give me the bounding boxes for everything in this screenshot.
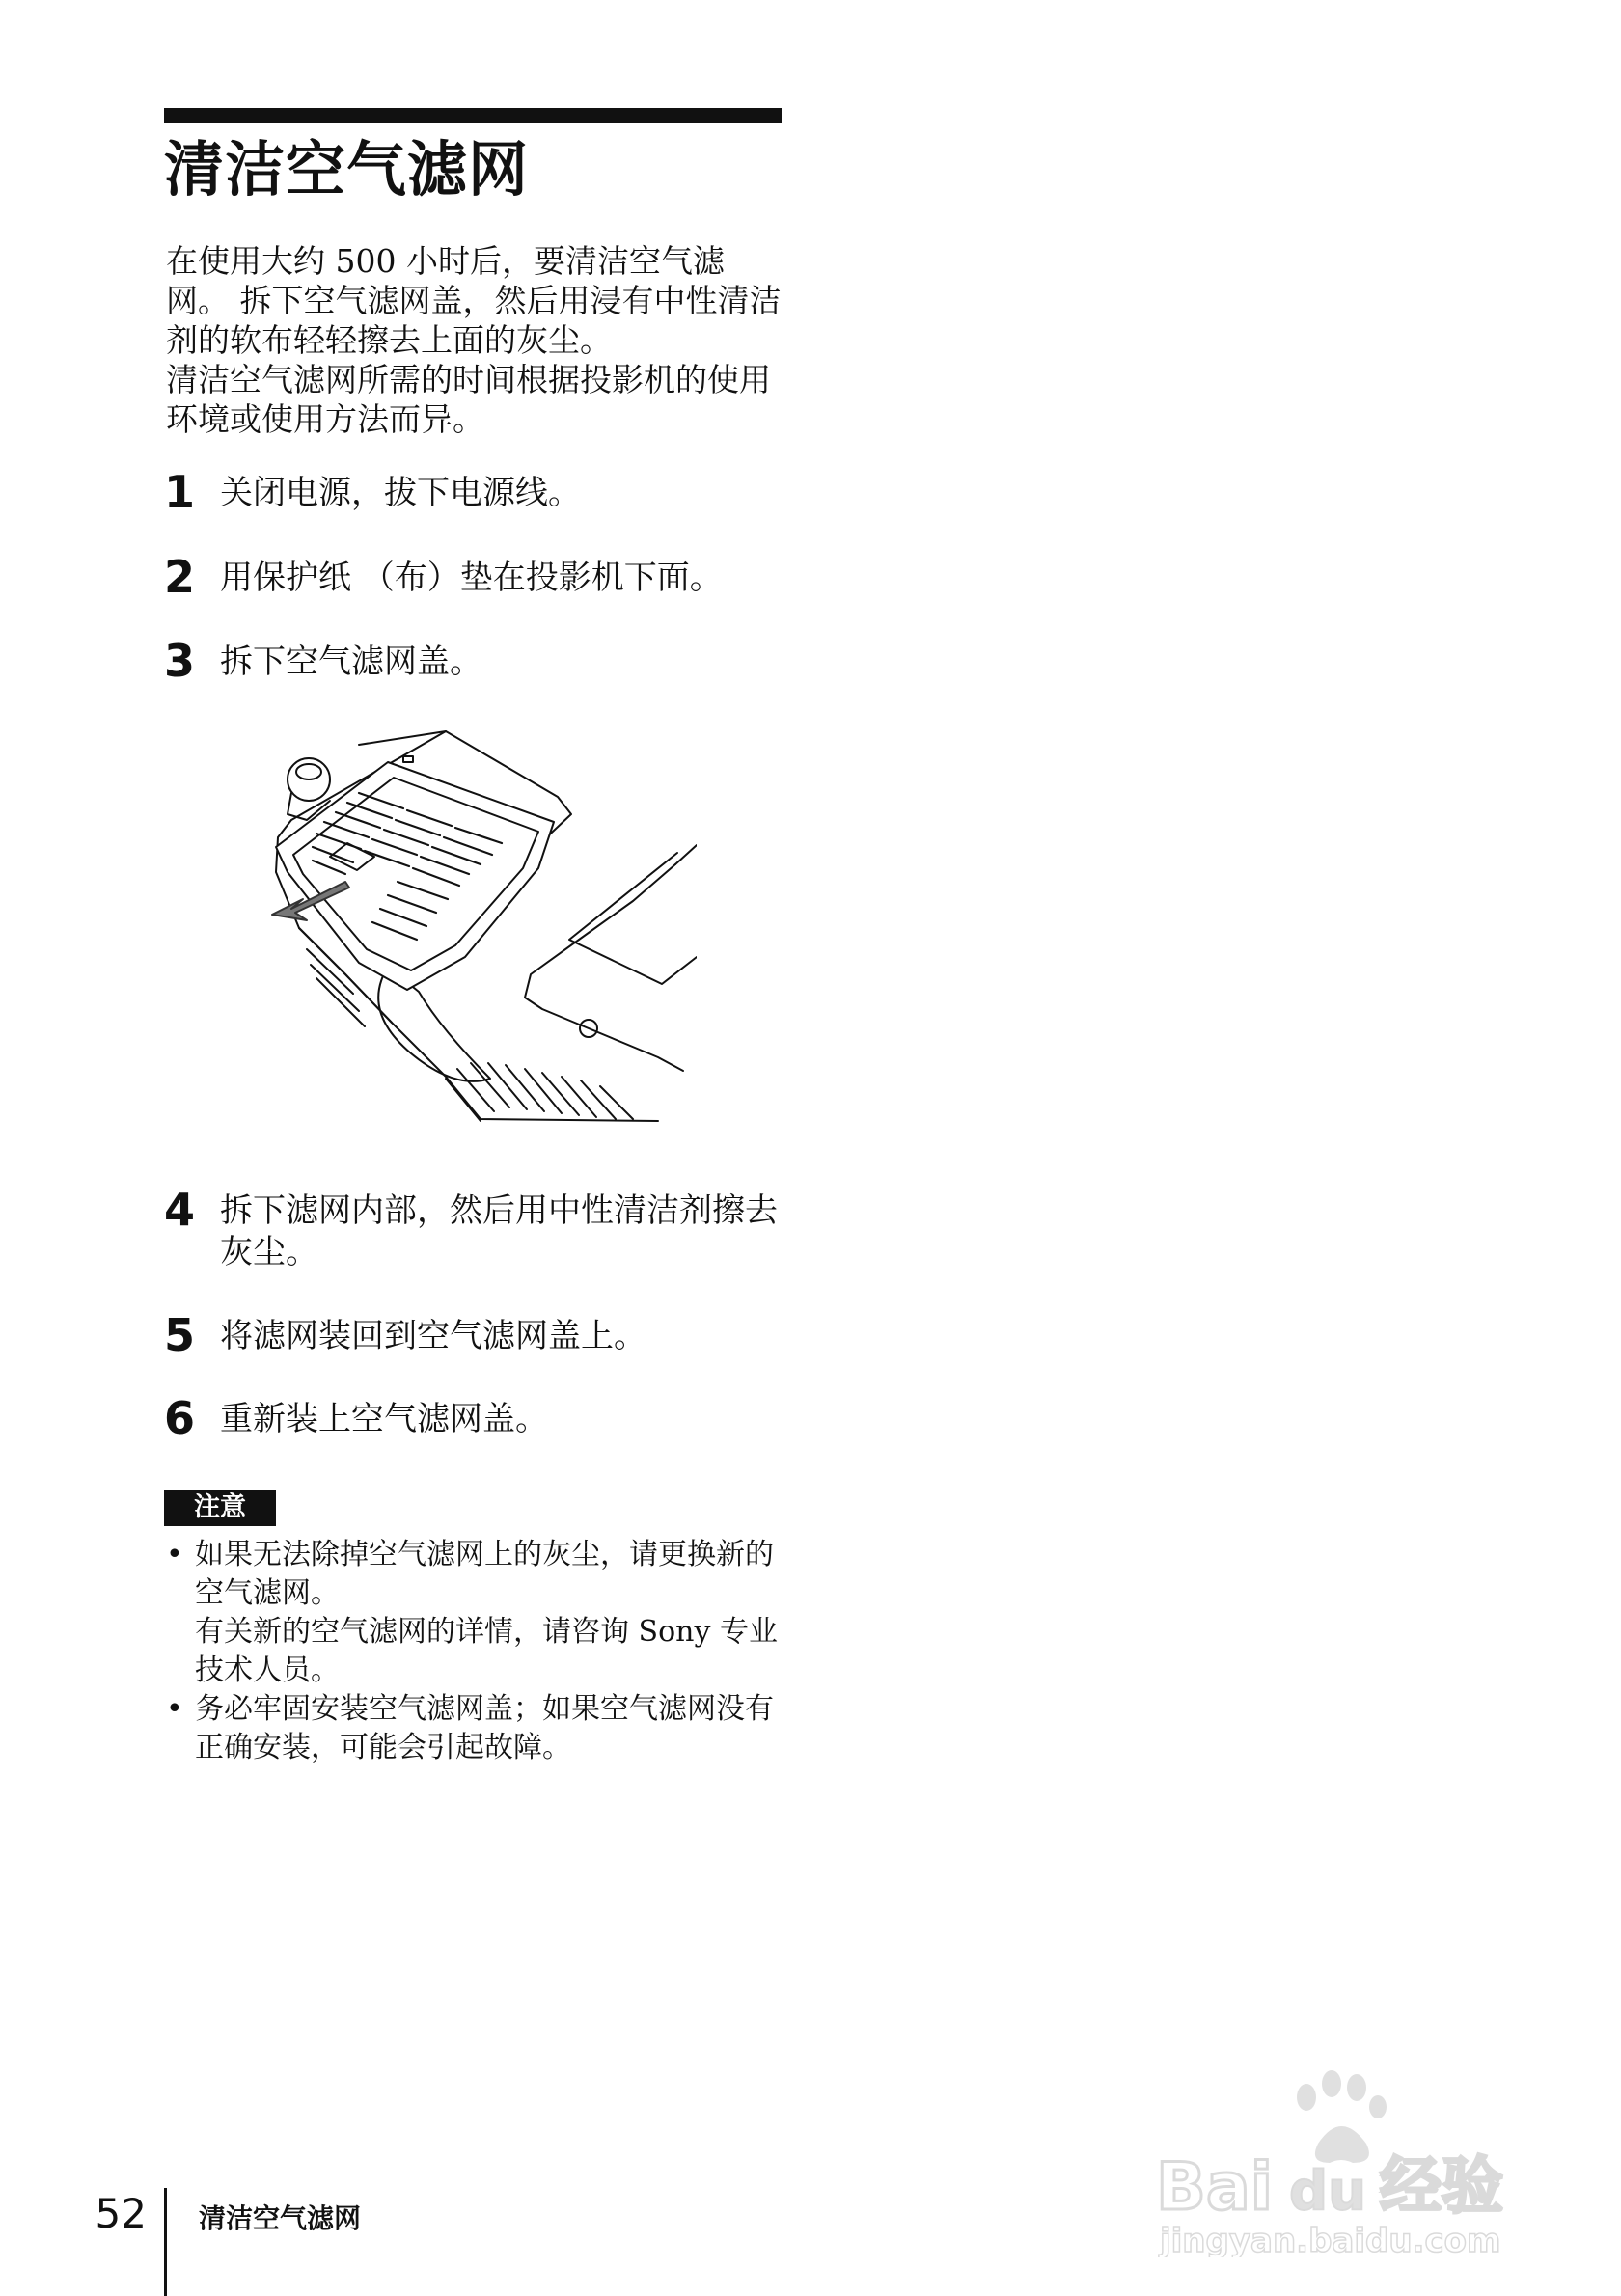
title-rule bbox=[164, 108, 782, 123]
step-number: 1 bbox=[164, 466, 196, 518]
filter-cover-removal-illustration bbox=[253, 722, 697, 1138]
note-line: 如果无法除掉空气滤网上的灰尘，请更换新的空气滤网。 bbox=[195, 1538, 774, 1610]
step-number: 6 bbox=[164, 1392, 196, 1444]
page-title: 清洁空气滤网 bbox=[164, 134, 530, 205]
footer-section-title: 清洁空气滤网 bbox=[199, 2202, 362, 2234]
step-1 bbox=[164, 466, 801, 518]
intro-paragraph-1: 在使用大约 500 小时后，要清洁空气滤网。 拆下空气滤网盖，然后用浸有中性清洁剂的软布轻轻擦去上面的灰尘。 bbox=[166, 242, 782, 359]
step-text: 拆下滤网内部，然后用中性清洁剂擦去灰尘。 bbox=[220, 1191, 778, 1271]
step-number: 5 bbox=[164, 1309, 196, 1361]
watermark-brand: Bai bbox=[1156, 2149, 1274, 2226]
note-label: 注意 bbox=[164, 1490, 276, 1526]
paw-icon bbox=[1297, 2070, 1387, 2163]
note-item bbox=[166, 1690, 783, 1767]
step-number: 3 bbox=[164, 635, 196, 687]
watermark-brand-cn: 经验 bbox=[1380, 2151, 1503, 2223]
note-item bbox=[166, 1536, 783, 1690]
watermark-brand-paw: du bbox=[1289, 2160, 1366, 2223]
baidu-jingyan-watermark bbox=[1148, 2055, 1553, 2257]
step-text: 拆下空气滤网盖。 bbox=[220, 642, 482, 681]
step-text: 用保护纸 （布）垫在投影机下面。 bbox=[220, 559, 723, 597]
intro-text bbox=[166, 241, 783, 439]
bullet-icon: • bbox=[166, 1538, 183, 1572]
intro-paragraph-2: 清洁空气滤网所需的时间根据投影机的使用环境或使用方法而异。 bbox=[166, 361, 771, 438]
step-3 bbox=[164, 635, 801, 687]
step-6 bbox=[164, 1392, 801, 1444]
step-text: 重新装上空气滤网盖。 bbox=[220, 1400, 548, 1438]
step-4 bbox=[164, 1184, 801, 1273]
note-line: 务必牢固安装空气滤网盖；如果空气滤网没有正确安装，可能会引起故障。 bbox=[195, 1692, 774, 1764]
note-list bbox=[166, 1536, 783, 1767]
page-number: 52 bbox=[95, 2190, 147, 2237]
step-text: 关闭电源，拔下电源线。 bbox=[220, 474, 581, 512]
step-5 bbox=[164, 1309, 801, 1361]
note-line: 有关新的空气滤网的详情，请咨询 Sony 专业技术人员。 bbox=[195, 1615, 778, 1687]
step-text: 将滤网装回到空气滤网盖上。 bbox=[220, 1317, 646, 1355]
step-number: 4 bbox=[164, 1184, 196, 1236]
step-2 bbox=[164, 551, 801, 603]
bullet-icon: • bbox=[166, 1692, 183, 1726]
watermark-url: jingyan.baidu.com bbox=[1160, 2222, 1501, 2257]
footer-divider bbox=[164, 2188, 167, 2296]
step-number: 2 bbox=[164, 551, 196, 603]
